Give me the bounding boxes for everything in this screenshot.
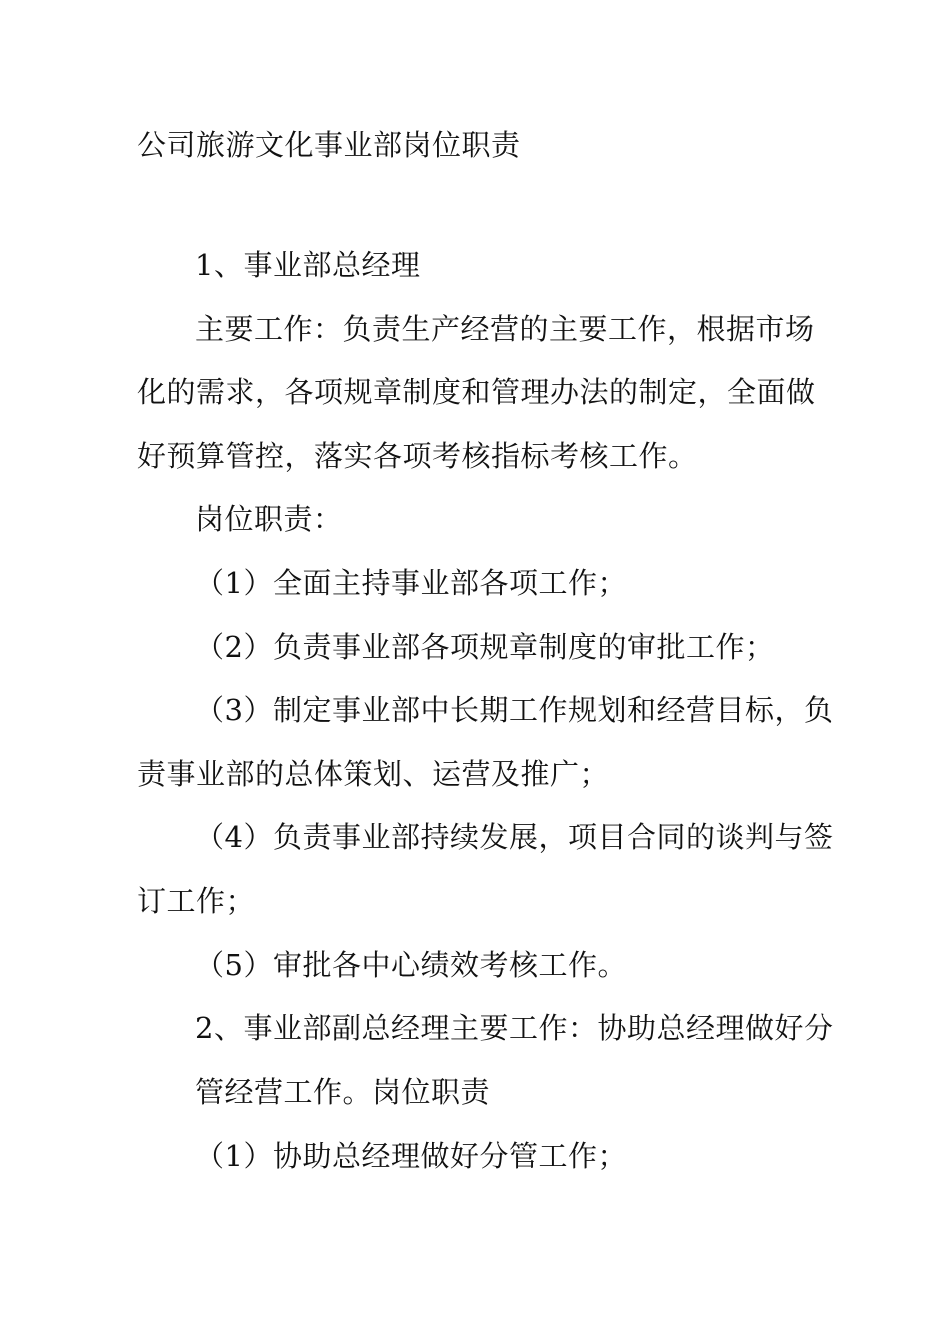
section-heading-deputy-manager: 2、事业部副总经理主要工作：协助总经理做好分 — [195, 1011, 834, 1045]
list-item: （1）协助总经理做好分管工作； — [195, 1139, 627, 1173]
paragraph-line: 主要工作：负责生产经营的主要工作，根据市场 — [195, 312, 815, 346]
paragraph-line: 管经营工作。岗位职责 — [195, 1075, 491, 1109]
section-heading-general-manager: 1、事业部总经理 — [195, 248, 421, 282]
list-item: （3）制定事业部中长期工作规划和经营目标，负 — [195, 693, 834, 727]
paragraph-line: 好预算管控，落实各项考核指标考核工作。 — [137, 439, 698, 473]
list-item-continuation: 订工作； — [137, 884, 256, 918]
list-item: （4）负责事业部持续发展，项目合同的谈判与签 — [195, 820, 834, 854]
paragraph-line: 化的需求，各项规章制度和管理办法的制定，全面做 — [137, 375, 816, 409]
document-title: 公司旅游文化事业部岗位职责 — [137, 128, 521, 162]
list-item: （2）负责事业部各项规章制度的审批工作； — [195, 630, 775, 664]
list-item-continuation: 责事业部的总体策划、运营及推广； — [137, 757, 610, 791]
list-item: （5）审批各中心绩效考核工作。 — [195, 948, 627, 982]
subheading-duties: 岗位职责： — [195, 502, 343, 536]
list-item: （1）全面主持事业部各项工作； — [195, 566, 627, 600]
